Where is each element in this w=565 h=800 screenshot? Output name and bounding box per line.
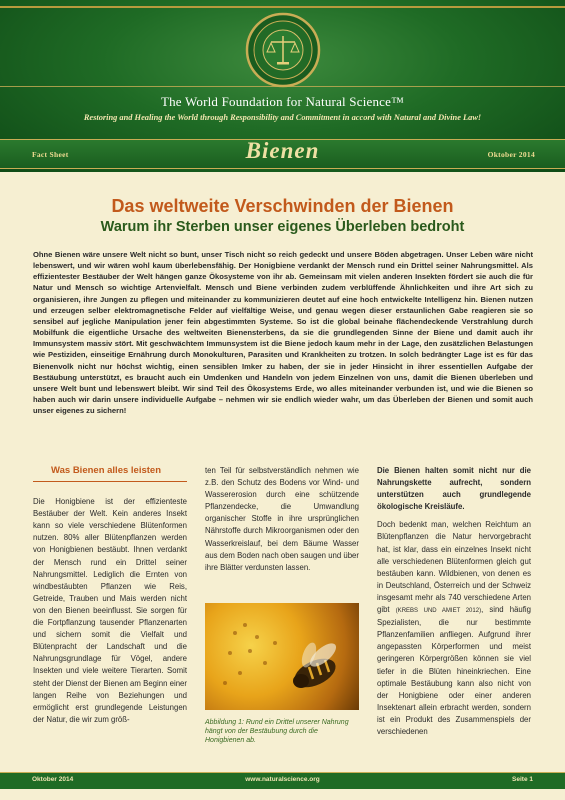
citation: (KREBS UND AMIET 2012) xyxy=(395,608,482,615)
section-heading: Was Bienen alles leisten xyxy=(33,465,187,482)
section-text: Die Honigbiene ist der effizienteste Bestäuber der Welt. Kein anderes Insekt kann so viele verschiedene Blütenformen nutzen. 80% aller Blütenpflanzen werden von Honigbienen bestäubt. Ihnen verdankt der Mensch rund ein Drittel seiner Nahrungsmittel. Lediglich die Ernten von windbestäubten Pflanzen wie Reis, Getreide, Trauben und Mais werden nicht von den Bienen beeinflusst. Sie sorgen für die Fortpflanzung tausender Pflanzenarten und sichern somit die Vielfalt und Blütenpracht der Landschaft und die Nahrungsgrundlage für Vögel, andere Insekten und viele weitere Tierarten. Somit steht der Dienst der Bienen am Beginn einer langen Reihe von Beziehungen und ermöglicht erst grundlegende Leistungen der Natur, die wir zum größ- xyxy=(33,497,187,724)
column-2 xyxy=(205,465,359,574)
organization-name: The World Foundation for Natural Science™ xyxy=(160,94,405,109)
page-header xyxy=(0,0,565,172)
column-2-text: ten Teil für selbstverständlich nehmen wie z.B. den Schutz des Bodens vor Wind- und Wassererosion durch eine schützende Pflanzendecke, die Umwandlung organischer Stoffe in ihre ursprünglichen Nährstoffe durch Mikroorganismen oder den Wasserkreislauf, bei dem Bäume Wasser aus dem Boden nach oben saugen und über ihre Blätter verdunsten lassen. xyxy=(205,466,359,572)
footer-url[interactable]: www.naturalscience.org xyxy=(245,776,320,783)
article-subheadline: Warum ihr Sterben unser eigenes Überleben bedroht xyxy=(100,219,465,235)
footer-date: Oktober 2014 xyxy=(32,776,74,783)
article-headline: Das weltweite Verschwinden der Bienen xyxy=(111,196,454,216)
bee-on-flower-image xyxy=(205,603,359,710)
header-divider-top xyxy=(0,6,565,8)
intro-paragraph: Ohne Bienen wäre unsere Welt nicht so bunt, unser Tisch nicht so reich gedeckt und unsere Böden abgetragen. Unser Leben wäre nicht lebenswert, und wir wären wohl kaum überlebensfähig. Der Honigbiene verdankt der Mensch rund ein Drittel seiner Nahrungsmittel. Als effizientester Bestäuber der Welt hängen ganze Ökosysteme von ihr ab. Gemeinsam mit vielen anderen Insekten fördert sie auch die für Natur und Mensch so wichtige Artenvielfalt. Mensch und Biene verbinden zudem verblüffende Ähnlichkeiten und ihre Art sich zu organisieren, ihre Jungen zu pflegen und miteinander zu kommunizieren deutet auf eine hoch entwickelte Intelligenz hin. Bienen nutzen und erzeugen selber elektromagnetische Felder auf vielfältige Weise, und genau wegen dieser erstaunlichen Gabe reagieren sie so sensibel auf jegliche Manipulation jener fein abgestimmten Systeme. So ist die global beinahe flächendeckende Verstrahlung durch Mobilfunk die eigentliche Ursache des weltweiten Bienensterbens, da sie die grundlegenden Sinne der Biene und damit auch ihr Immunsystem massiv stört. Mit geschwächtem Immunsystem ist die Biene jedoch kaum mehr in der Lage, den zusätzlichen Belastungen wie Pestiziden, einseitige Ernährung durch Monokulturen, Parasiten und Krankheiten zu trotzen. In solch bedrängter Lage ist es für das Bienenvolk nicht nur höchst wichtig, einen sensiblen Imker zu haben, der sie in jeder Hinsicht in ihrer essentiellen Aufgabe der Bestäubung unterstützt, es braucht auch ein Umdenken und Handeln von jedem Einzelnen von uns, damit die Bienen überleben und unsere Welt bunt und lebenswert bleibt. Wir sind Teil des Ökosystems Erde, wo alles miteinander verbunden ist, und wie die Bienen so haben auch wir darin unsere individuelle Aufgabe – nehmen wir sie endlich wieder wahr, um das Überleben der Bienen und somit auch unser eigenes zu sichern! xyxy=(33,250,533,416)
document-date: Oktober 2014 xyxy=(487,150,535,159)
column-3-text xyxy=(377,519,531,738)
column-1 xyxy=(33,465,187,726)
header-divider-mid xyxy=(0,86,565,87)
document-title: Bienen xyxy=(245,138,320,163)
figure-caption: Abbildung 1: Rund ein Drittel unserer Nahrung hängt von der Bestäubung durch die Honigbienen ab. xyxy=(205,719,349,745)
column-3-text-part-a: Doch bedenkt man, welchen Reichtum an Blütenpflanzen die Natur hervorgebracht hat, ist klar, dass ein einzelnes Insekt nicht alle verschiedenen Blütenformen gleich gut bestäuben kann. Wildbienen, von denen es in Deutschland, Österreich und der Schweiz insgesamt mehr als 740 verschiedene Arten gibt xyxy=(377,520,531,615)
footer-page-number: Seite 1 xyxy=(512,776,533,783)
column-3 xyxy=(377,465,531,738)
fact-sheet-label: Fact Sheet xyxy=(32,150,69,159)
column-3-lead: Die Bienen halten somit nicht nur die Nahrungskette aufrecht, sondern unterstützen auch grundlegende ökologische Kreisläufe. xyxy=(377,466,531,512)
organization-tagline: Restoring and Healing the World through Responsibility and Commitment in accord with Natural and Divine Law! xyxy=(83,113,482,122)
page-footer xyxy=(0,772,565,789)
bee-photo xyxy=(205,603,359,710)
foundation-emblem-logo xyxy=(245,12,321,88)
column-3-text-part-b: , sind häufig Spezialisten, die nur bestimmte Pflanzenfamilien anfliegen. Aufgrund ihrer angepassten Körperformen und meist geringeren Körpergrößen können sie viel tiefer in die Blüten hineinkriechen. Eine optimale Bestäubung kann also nicht von der Honigbiene oder einer anderen Insektenart allein erbracht werden, sondern ist ein Produkt des Zusammenspiels der verschiedenen xyxy=(377,605,531,736)
